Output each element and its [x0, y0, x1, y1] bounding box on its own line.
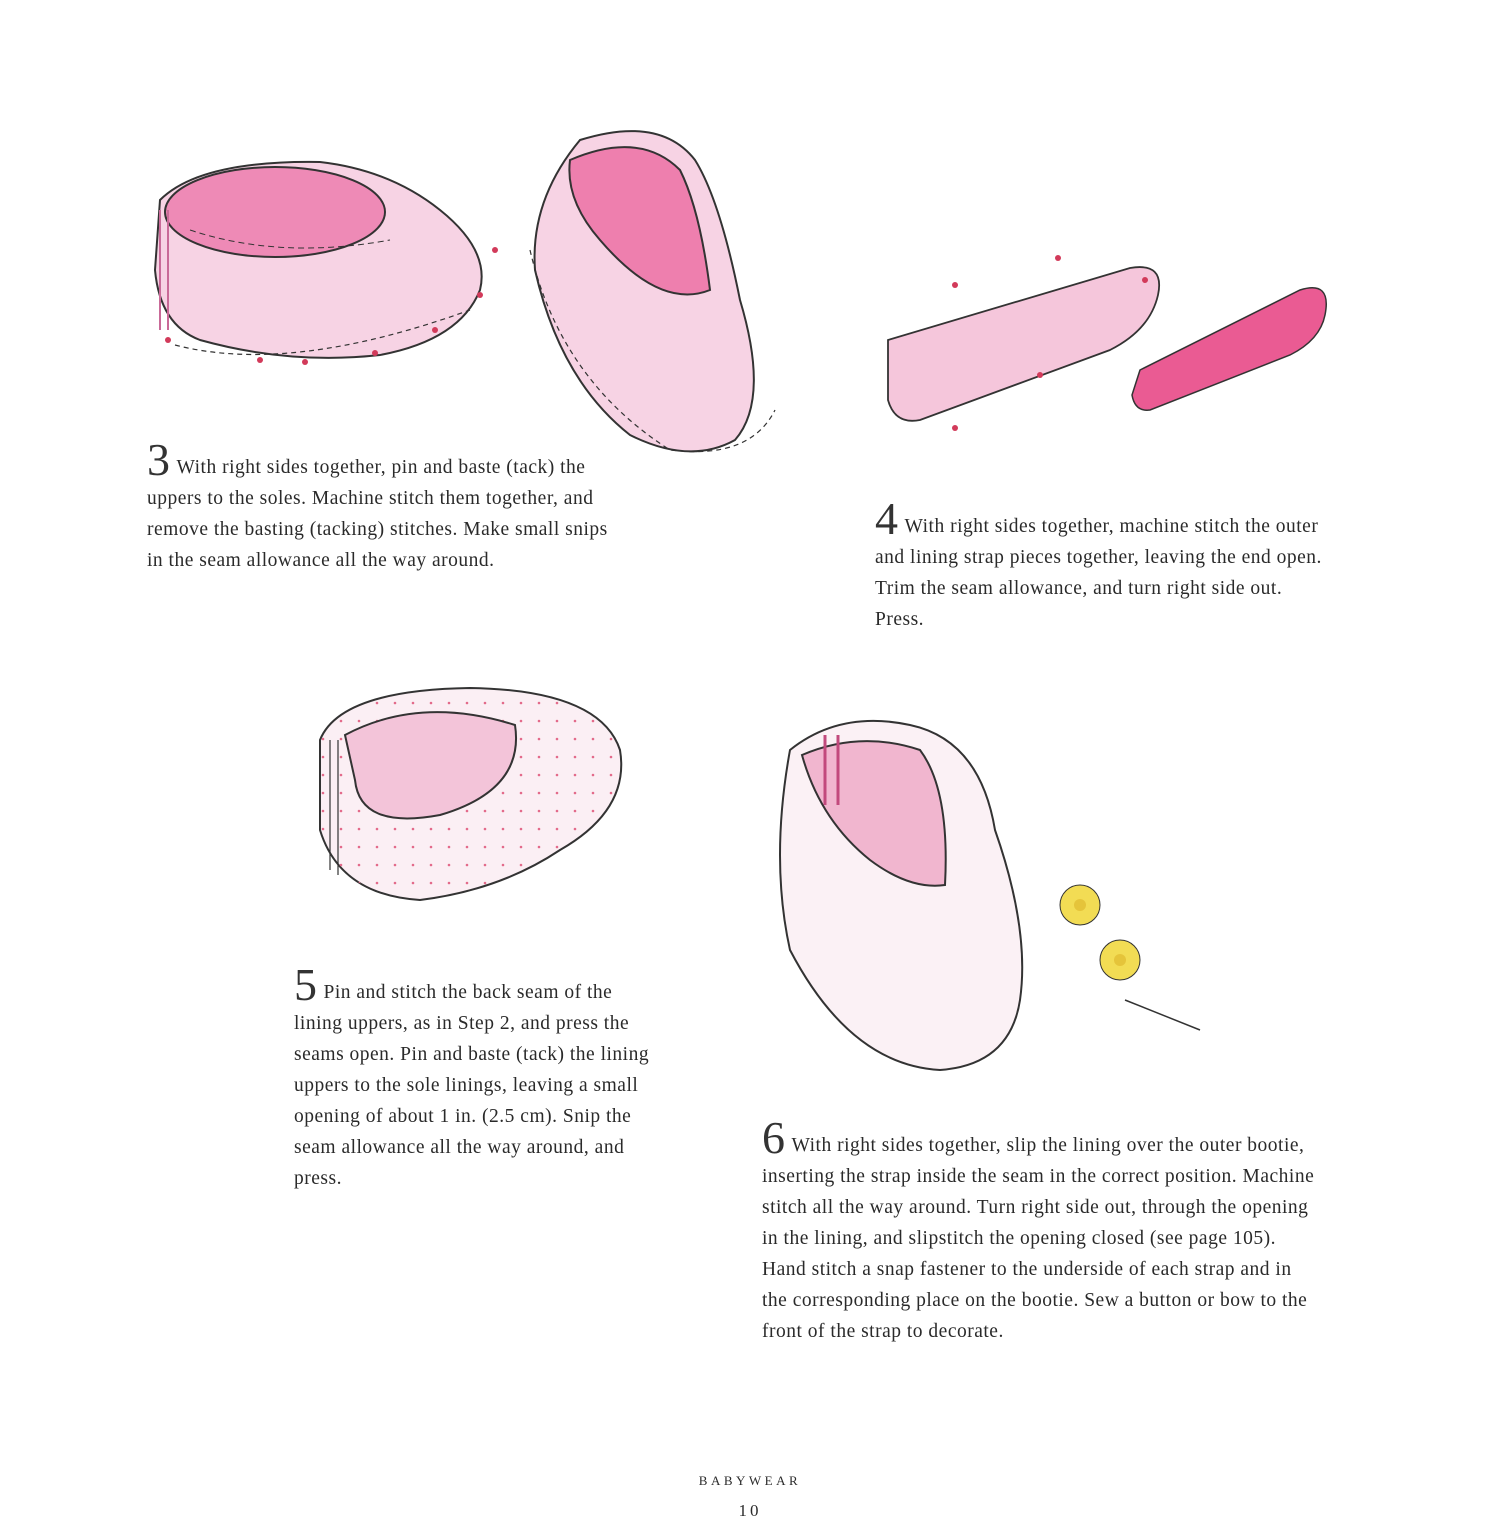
step-5	[294, 959, 654, 1194]
step-text: Pin and stitch the back seam of the lining uppers, as in Step 2, and press the seams open. Pin and baste (tack) the lining uppers to the sole linings, leaving a small opening of about 1 in. (2.5 cm). Snip the seam allowance all the way around, and press.	[294, 982, 650, 1189]
finished-bootie-illustration	[760, 710, 1220, 1080]
step-text: With right sides together, machine stitch the outer and lining strap pieces together, leaving the end open. Trim the seam allowance, and turn right side out. Press.	[875, 516, 1322, 630]
lining-upper-illustration	[300, 680, 630, 920]
step-3	[147, 434, 627, 576]
page-number: 10	[738, 1501, 762, 1520]
step-number: 3	[147, 434, 171, 485]
step-6	[762, 1112, 1322, 1347]
step-text: With right sides together, pin and baste (tack) the uppers to the soles. Machine stitch them together, and remove the basting (tacking) stitches. Make small snips in the seam allowance all the way around.	[147, 457, 608, 571]
flower-button-icon	[1100, 940, 1140, 980]
bootie-pinned-illustration	[140, 150, 510, 380]
bootie-sole-illustration	[520, 120, 790, 465]
step-text: With right sides together, slip the lining over the outer bootie, inserting the strap inside the seam in the correct position. Machine stitch all the way around. Turn right side out, through the opening in the lining, and slipstitch the opening closed (see page 105). Hand stitch a snap fastener to the underside of each strap and in the corresponding place on the bootie. Sew a button or bow to the front of the strap to decorate.	[762, 1135, 1315, 1342]
flower-button-icon	[1060, 885, 1100, 925]
step-number: 4	[875, 493, 899, 544]
strap-pieces-illustration	[880, 250, 1330, 440]
step-4	[875, 493, 1335, 635]
step-number: 6	[762, 1112, 786, 1163]
step-number: 5	[294, 959, 318, 1010]
section-title: BABYWEAR	[698, 1473, 802, 1488]
